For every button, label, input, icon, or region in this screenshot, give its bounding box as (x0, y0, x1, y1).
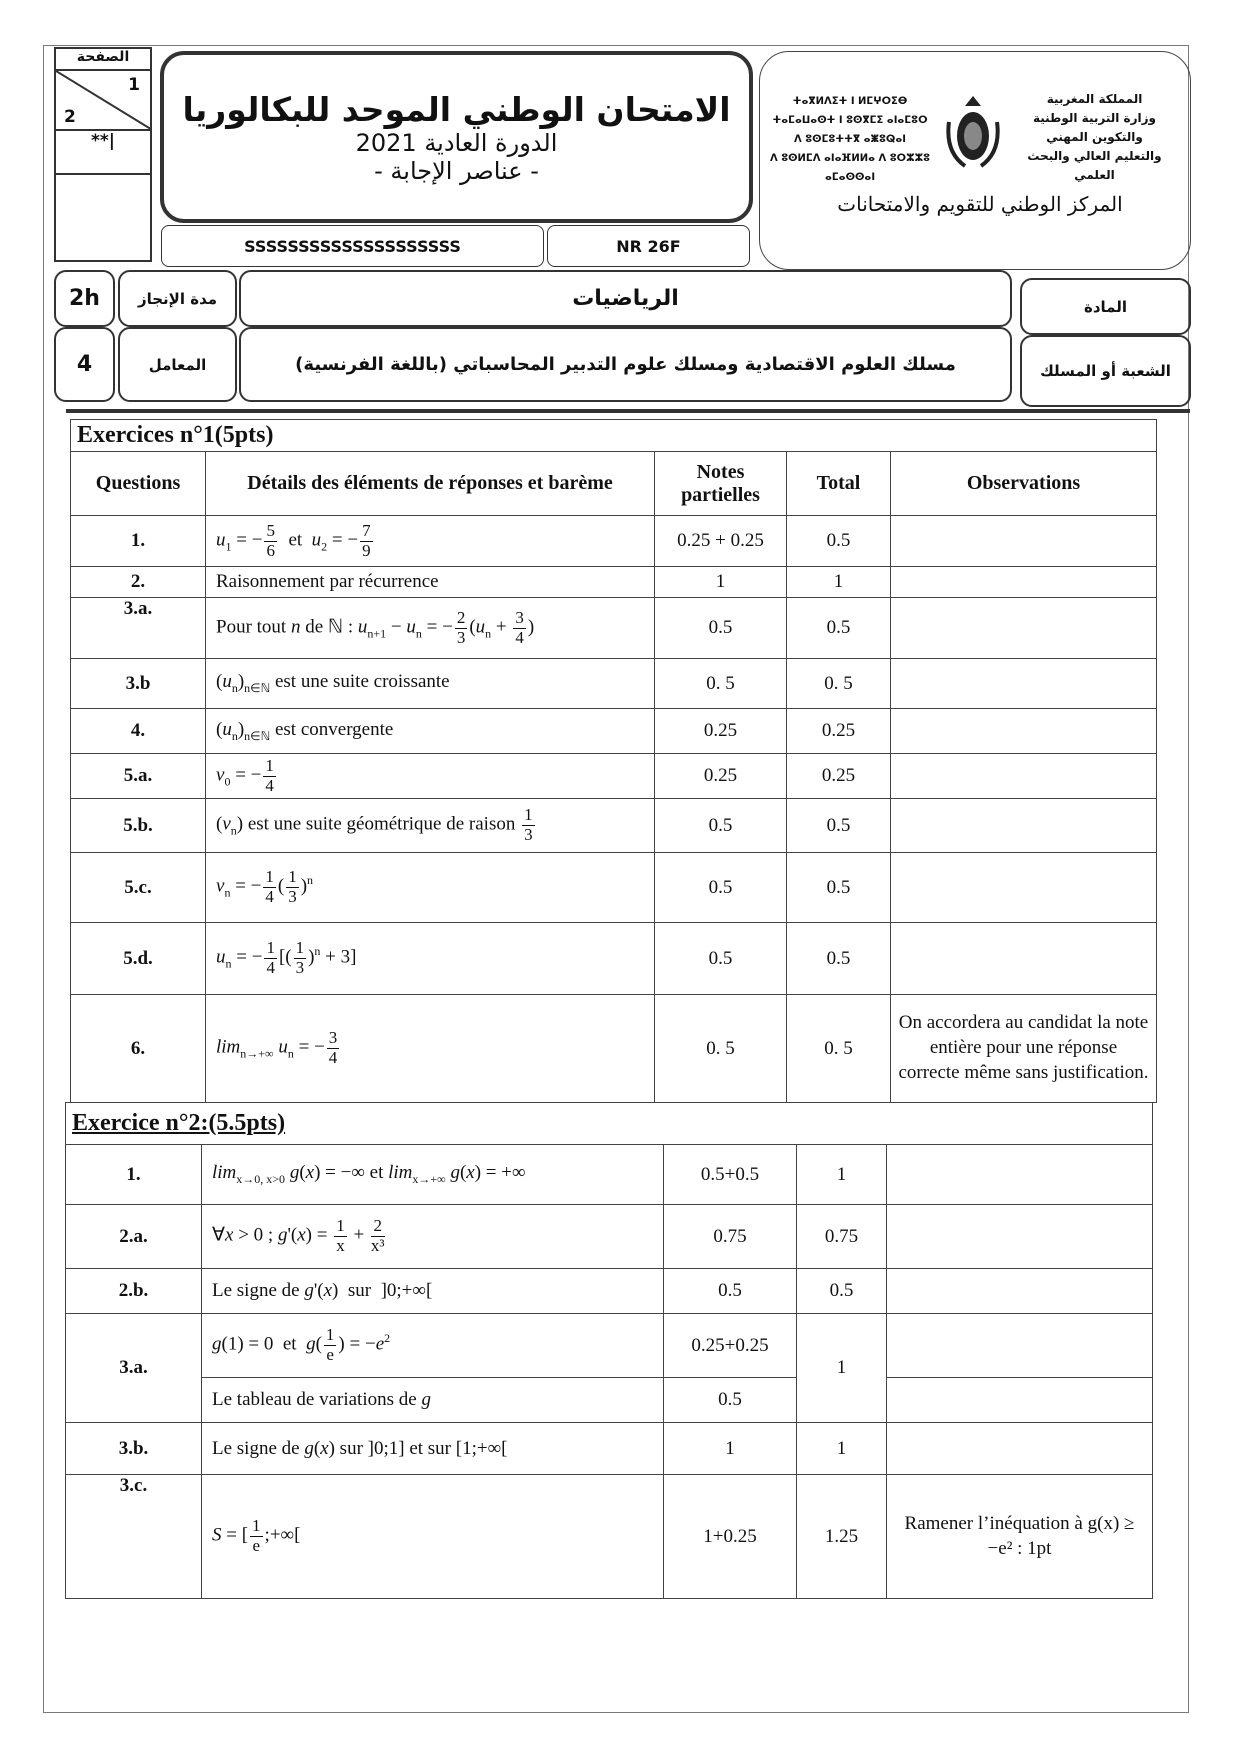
math-text: x (320, 1437, 329, 1459)
partial-notes: 1 (655, 567, 787, 598)
math-text: + 3] (320, 946, 357, 968)
fraction (264, 939, 277, 977)
answer-details (206, 709, 655, 754)
math-text: x (297, 1224, 306, 1246)
math-text: u (278, 1036, 288, 1058)
math-text: = − (231, 946, 263, 968)
table-row (71, 709, 1157, 754)
table-row (66, 1378, 1153, 1423)
question-number: 3.b. (66, 1423, 202, 1475)
page-counter (56, 71, 150, 131)
col-header-total: Total (787, 452, 891, 516)
total-points: 1.25 (797, 1475, 887, 1599)
page-current: 1 (128, 75, 140, 95)
math-text: g (212, 1333, 222, 1355)
total-points: 0.75 (797, 1205, 887, 1269)
tz-line: ⴷ ⵓⵙⵎⵓⵜⵜⴳ ⴰⵥⵓⵕⴰⵏ (794, 134, 906, 145)
exercise-1-title: Exercices n°1(5pts) (71, 420, 1157, 452)
math-text: ) (527, 616, 535, 638)
math-text: ∀ (212, 1224, 225, 1246)
numerator: 1 (252, 1516, 261, 1536)
math-text: S (212, 1524, 222, 1546)
subscript: x→0, x>0 (236, 1171, 286, 1186)
superscript: 2 (384, 1331, 391, 1346)
question-number: 3.a. (71, 598, 206, 659)
superscript: n (314, 944, 321, 959)
observations (891, 923, 1157, 995)
math-text: x (323, 1280, 333, 1301)
denominator: x (336, 1236, 345, 1255)
answer-details (206, 923, 655, 995)
question-number: 1. (66, 1145, 202, 1205)
coat-of-arms-icon (945, 92, 1001, 170)
fraction (264, 522, 277, 560)
math-text: '( (313, 1280, 324, 1301)
fraction (263, 868, 276, 906)
question-number: 5.a. (71, 754, 206, 799)
subject-value: الرياضيات (239, 270, 1012, 327)
answer-details (202, 1205, 664, 1269)
math-text: Raisonnement par récurrence (216, 571, 439, 592)
math-text: Le signe de (212, 1280, 305, 1301)
math-text: u (216, 946, 226, 968)
total-points: 0.5 (787, 799, 891, 853)
math-text: [( (278, 946, 292, 968)
math-text: u (222, 718, 232, 740)
fraction (371, 1217, 385, 1255)
math-text: Le signe de (212, 1437, 305, 1459)
page-label: الصفحة (56, 49, 150, 71)
numerator: 1 (524, 805, 533, 825)
partial-notes: 0.5 (664, 1269, 797, 1314)
page-total: 2 (64, 107, 76, 127)
exam-subtitle: - عناصر الإجابة - (374, 156, 539, 185)
math-text: ) est une suite géométrique de raison (236, 813, 521, 835)
question-number: 2.a. (66, 1205, 202, 1269)
math-text: ) (237, 718, 245, 740)
answer-details (202, 1423, 664, 1475)
math-text: u (311, 529, 322, 551)
ar-line: والتعليم العالي والبحث العلمي (1027, 149, 1162, 182)
observations (891, 567, 1157, 598)
answer-details (206, 567, 655, 598)
numerator: 3 (515, 607, 524, 627)
partial-notes: 0.25 + 0.25 (655, 516, 787, 567)
partial-notes: 0.5 (664, 1378, 797, 1423)
question-number: 5.d. (71, 923, 206, 995)
math-text: lim (212, 1162, 237, 1184)
fraction (250, 1517, 263, 1555)
observations (891, 709, 1157, 754)
table-row (71, 853, 1157, 923)
duration-value: 2h (54, 270, 115, 327)
ministry-name-tifinagh (770, 92, 930, 187)
math-text: x (225, 1224, 234, 1246)
math-text: u (222, 671, 232, 693)
math-text: ) (308, 946, 315, 968)
partial-notes: 0.25 (655, 754, 787, 799)
serial-box: SSSSSSSSSSSSSSSSSSSS (161, 225, 544, 267)
math-text: e (375, 1333, 385, 1355)
exercise-1-table (70, 419, 1157, 1103)
observations (887, 1378, 1153, 1423)
ar-line: المملكة المغربية (1046, 92, 1143, 106)
math-text: + (491, 616, 512, 638)
math-text: g (277, 1224, 288, 1246)
partial-notes: 0.75 (664, 1205, 797, 1269)
answer-details (202, 1378, 664, 1423)
math-text: ( (315, 1333, 322, 1355)
answer-details (202, 1269, 664, 1314)
math-text: (1) = 0 et (221, 1333, 307, 1355)
subscript: n+1 (367, 626, 387, 641)
exam-title: الامتحان الوطني الموحد للبكالوريا (182, 89, 731, 129)
math-text: ( (313, 1437, 321, 1459)
math-text: = − (327, 529, 359, 551)
table-row (71, 799, 1157, 853)
math-text: v (216, 875, 225, 897)
denominator: e (326, 1345, 334, 1364)
math-text: g (304, 1280, 314, 1301)
subscript: n (231, 680, 238, 695)
math-text: est convergente (270, 718, 394, 740)
total-points: 0.5 (787, 923, 891, 995)
math-text: ) = −∞ et (314, 1162, 389, 1184)
question-number: 4. (71, 709, 206, 754)
ministry-logo-block (759, 51, 1191, 270)
math-text: ) = − (338, 1333, 376, 1355)
math-text: Le tableau de variations de (212, 1389, 422, 1410)
fraction (334, 1217, 347, 1255)
question-number: 6. (71, 995, 206, 1103)
fraction (263, 757, 276, 795)
numerator: 2 (456, 607, 466, 627)
table-row (71, 598, 1157, 659)
fraction (327, 1029, 340, 1067)
math-text: ( (469, 616, 476, 638)
observations (891, 516, 1157, 567)
math-text: v (222, 813, 231, 835)
partial-notes: 0. 5 (655, 659, 787, 709)
math-text: = − (230, 764, 262, 786)
observations (891, 853, 1157, 923)
subscript: n (485, 626, 492, 641)
denominator: 9 (362, 540, 371, 560)
table-row (71, 516, 1157, 567)
question-number: 3.b (71, 659, 206, 709)
exam-title-box (160, 51, 753, 223)
answer-details (206, 659, 655, 709)
table-row (71, 567, 1157, 598)
subscript: 0 (224, 774, 231, 789)
subscript: 1 (225, 539, 232, 554)
math-text: > 0 ; (233, 1224, 278, 1246)
subscript: n (415, 626, 422, 641)
total-points: 1 (797, 1145, 887, 1205)
subscript: n→+∞ (240, 1046, 274, 1061)
math-text: lim (388, 1162, 413, 1184)
numerator: 1 (265, 755, 274, 775)
answer-details (202, 1475, 664, 1599)
answer-details (206, 754, 655, 799)
tz-line: ⴷ ⵓⵙⵍⵎⴷ ⴰⵏⴰⴼⵍⵍⴰ ⴷ ⵓⵔⵣⵣⵓ ⴰⵎⴰⵙⵙⴰⵏ (770, 153, 931, 183)
duration-label: مدة الإنجاز (118, 270, 237, 327)
col-header-partial-notes: Notes partielles (655, 452, 787, 516)
col-header-observations: Observations (891, 452, 1157, 516)
page-number-box (54, 47, 152, 262)
tz-line: ⵜⴰⵎⴰⵡⴰⵙⵜ ⵏ ⵓⵙⴳⵎⵉ ⴰⵏⴰⵎⵓⵔ (772, 115, 928, 126)
partial-notes: 0.25 (655, 709, 787, 754)
math-text: = − (293, 1036, 325, 1058)
math-text: ) sur ]0;1] et sur [1;+∞[ (328, 1437, 508, 1459)
ar-line: وزارة التربية الوطنية (1032, 111, 1156, 125)
math-text: ) sur ]0;+∞[ (332, 1280, 433, 1301)
total-points: 0.5 (787, 516, 891, 567)
fraction (360, 522, 373, 560)
denominator: 6 (266, 540, 275, 560)
math-text: − (386, 616, 407, 638)
math-text: x (305, 1162, 315, 1184)
partial-notes: 0.5 (655, 799, 787, 853)
coefficient-value: 4 (54, 327, 115, 402)
table-row (71, 995, 1157, 1103)
table-row (66, 1145, 1153, 1205)
question-number: 5.b. (71, 799, 206, 853)
math-text: = − (230, 875, 262, 897)
numerator: 1 (295, 938, 305, 958)
observations (887, 1423, 1153, 1475)
exam-session: الدورة العادية 2021 (355, 128, 558, 157)
math-text: ( (459, 1162, 467, 1184)
subscript: n (224, 885, 231, 900)
denominator: 3 (295, 958, 305, 977)
center-name: المركز الوطني للتقويم والامتحانات (837, 192, 1123, 216)
question-number: 1. (71, 516, 206, 567)
numerator: 1 (325, 1325, 335, 1345)
numerator: 1 (288, 867, 297, 887)
total-points: 0. 5 (787, 995, 891, 1103)
math-text: g (421, 1389, 431, 1410)
total-points: 1 (787, 567, 891, 598)
answer-details (206, 799, 655, 853)
subscript: n∈ℕ (244, 680, 271, 695)
math-text: ) = +∞ (474, 1162, 526, 1184)
math-text: '( (287, 1224, 298, 1246)
exercise-2-table (65, 1102, 1153, 1599)
math-text: ) (300, 875, 308, 897)
subscript: n (287, 1046, 294, 1061)
superscript: n (307, 873, 314, 888)
partial-notes: 0.5+0.5 (664, 1145, 797, 1205)
observations (887, 1269, 1153, 1314)
fraction (294, 939, 307, 977)
observations (887, 1314, 1153, 1378)
observations (887, 1145, 1153, 1205)
math-text: u (357, 616, 368, 638)
denominator: 3 (288, 887, 297, 906)
col-header-questions: Questions (71, 452, 206, 516)
numerator: 7 (362, 520, 371, 540)
total-points: 1 (797, 1423, 887, 1475)
exam-mark: **| (56, 131, 150, 175)
total-points: 0.25 (787, 709, 891, 754)
exam-code-box: NR 26F (547, 225, 750, 267)
numerator: 1 (265, 867, 274, 887)
denominator: 4 (265, 775, 274, 795)
ministry-name-arabic (1007, 90, 1182, 185)
fraction (324, 1326, 337, 1364)
answer-details (206, 995, 655, 1103)
subject-label: المادة (1020, 278, 1191, 335)
table-row (66, 1314, 1153, 1378)
total-points: 0.5 (797, 1269, 887, 1314)
table-row (66, 1423, 1153, 1475)
total-points: 0.5 (787, 598, 891, 659)
math-text: u (406, 616, 416, 638)
header-divider (66, 409, 1190, 413)
math-text: g (445, 1162, 460, 1184)
math-text: ) (237, 671, 245, 693)
math-text: u (475, 616, 486, 638)
math-text: ( (299, 1162, 306, 1184)
table-row (71, 923, 1157, 995)
math-text: lim (216, 1036, 241, 1058)
math-text: + (348, 1224, 369, 1246)
partial-notes: 1+0.25 (664, 1475, 797, 1599)
partial-notes: 0.5 (655, 598, 787, 659)
exercise-2-title-text: Exercice n°2:(5.5pts) (72, 1110, 286, 1136)
table-row (66, 1205, 1153, 1269)
denominator: 4 (265, 887, 274, 906)
math-text: ( (277, 875, 285, 897)
math-text: ( (216, 813, 223, 835)
branch-value: مسلك العلوم الاقتصادية ومسلك علوم التدبير المحاسباتي (باللغة الفرنسية) (239, 327, 1012, 402)
fraction (522, 806, 535, 844)
subscript: n (225, 956, 232, 971)
math-text: ;+∞[ (264, 1524, 301, 1546)
question-number: 2.b. (66, 1269, 202, 1314)
math-text: Pour tout (216, 616, 291, 638)
denominator: 3 (456, 627, 466, 647)
fraction (513, 609, 526, 647)
observations (891, 659, 1157, 709)
denominator: 4 (328, 1048, 338, 1067)
question-number: 3.a. (66, 1314, 202, 1423)
question-number: 5.c. (71, 853, 206, 923)
math-text: n (290, 616, 301, 638)
table-row (66, 1269, 1153, 1314)
denominator: 4 (266, 958, 275, 977)
math-text: u (216, 529, 226, 551)
partial-notes: 1 (664, 1423, 797, 1475)
total-points: 0.5 (787, 853, 891, 923)
subscript: 2 (321, 539, 328, 554)
total-points: 0.25 (787, 754, 891, 799)
fraction (455, 609, 468, 647)
answer-details (202, 1314, 664, 1378)
question-number: 3.c. (66, 1475, 202, 1599)
math-text: g (306, 1333, 316, 1355)
answer-details (206, 853, 655, 923)
table-row (66, 1475, 1153, 1599)
observations (891, 754, 1157, 799)
total-points: 0. 5 (787, 659, 891, 709)
subscript: n (230, 823, 237, 838)
observations: On accordera au candidat la note entière pour une réponse correcte même sans justification. (891, 995, 1157, 1103)
total-points: 1 (797, 1314, 887, 1423)
denominator: 4 (515, 627, 524, 647)
denominator: x³ (370, 1236, 385, 1255)
numerator: 1 (336, 1216, 345, 1236)
observations: Ramener l’inéquation à g(x) ≥ −e² : 1pt (887, 1475, 1153, 1599)
partial-notes: 0.5 (655, 923, 787, 995)
fraction (286, 868, 299, 906)
subscript: x→+∞ (412, 1171, 446, 1186)
answer-details (206, 598, 655, 659)
math-text: ) = (305, 1224, 333, 1246)
ar-line: والتكوين المهني (1046, 130, 1143, 144)
math-text: ( (216, 671, 223, 693)
exercise-2-title (66, 1103, 1153, 1145)
math-text: et (278, 529, 312, 551)
math-text: est une suite croissante (270, 671, 450, 693)
col-header-details: Détails des éléments de réponses et barème (206, 452, 655, 516)
math-text: v (216, 764, 225, 786)
numerator: 5 (266, 520, 275, 540)
table-row (71, 659, 1157, 709)
branch-label: الشعبة أو المسلك (1020, 335, 1191, 407)
math-text: de ℕ : (300, 616, 358, 638)
question-number: 2. (71, 567, 206, 598)
table-row (71, 754, 1157, 799)
coefficient-label: المعامل (118, 327, 237, 402)
partial-notes: 0.5 (655, 853, 787, 923)
numerator: 2 (371, 1217, 385, 1237)
math-text: = − (231, 529, 263, 551)
observations (891, 799, 1157, 853)
tz-line: ⵜⴰⴳⵍⴷⵉⵜ ⵏ ⵍⵎⵖⵔⵉⴱ (792, 96, 908, 107)
math-text: g (304, 1437, 314, 1459)
partial-notes: 0.25+0.25 (664, 1314, 797, 1378)
math-text: ( (216, 718, 223, 740)
math-text: g (285, 1162, 300, 1184)
subscript: n (231, 728, 238, 743)
observations (891, 598, 1157, 659)
partial-notes: 0. 5 (655, 995, 787, 1103)
answer-details (202, 1145, 664, 1205)
denominator: 3 (524, 825, 533, 844)
subscript: n∈ℕ (244, 728, 271, 743)
denominator: e (252, 1536, 261, 1555)
answer-details (206, 516, 655, 567)
math-text: = − (421, 616, 453, 638)
numerator: 1 (266, 938, 275, 958)
numerator: 3 (328, 1028, 338, 1048)
observations (887, 1205, 1153, 1269)
math-text: x (466, 1162, 475, 1184)
math-text: = [ (221, 1524, 249, 1546)
